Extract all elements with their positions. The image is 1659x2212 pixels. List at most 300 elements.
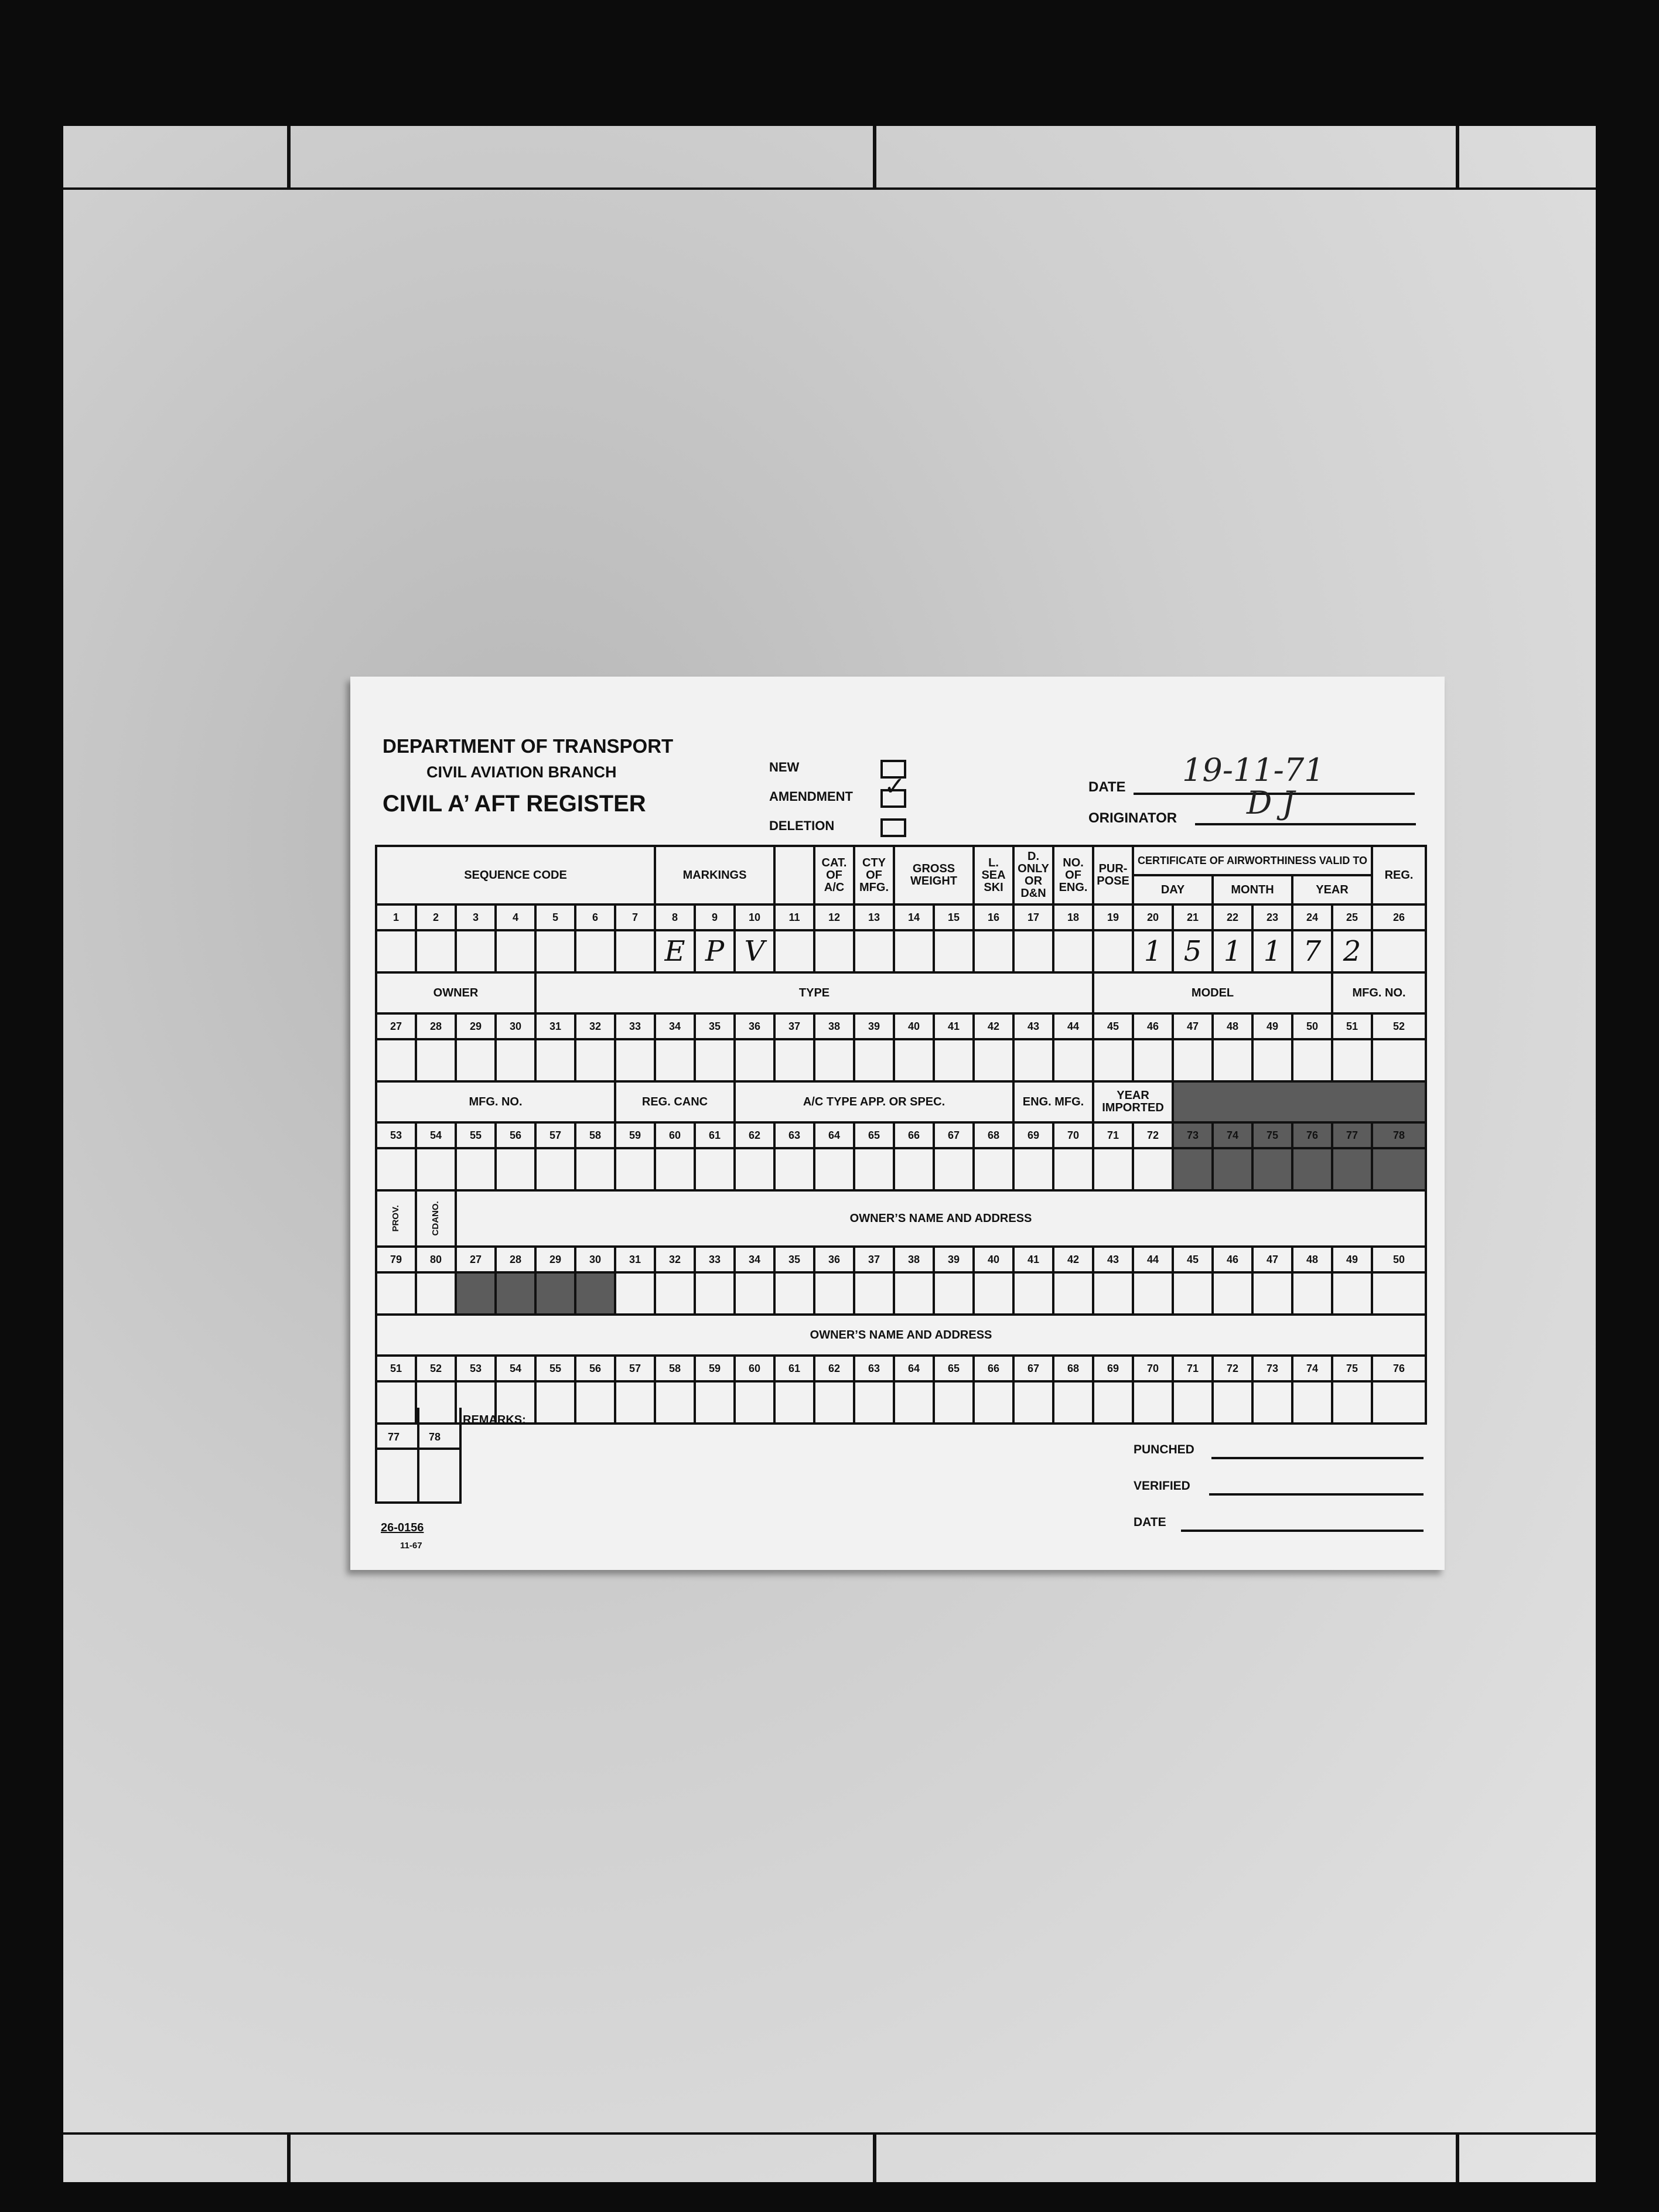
entry-cell[interactable] [1173, 1272, 1213, 1315]
entry-cell[interactable] [854, 1148, 894, 1190]
entry-cell[interactable] [974, 1381, 1013, 1424]
entry-cell[interactable] [695, 1381, 735, 1424]
entry-cell[interactable] [1093, 930, 1133, 972]
entry-cell[interactable] [854, 1272, 894, 1315]
column-number: 72 [1213, 1356, 1252, 1381]
entry-cell[interactable] [535, 1272, 575, 1315]
form-date: 11-67 [400, 1541, 422, 1551]
column-number: 8 [655, 904, 695, 930]
entry-cell[interactable] [934, 1039, 974, 1081]
column-number: 37 [854, 1247, 894, 1272]
lsea-header: L. SEA SKI [974, 846, 1013, 904]
column-number: 71 [1173, 1356, 1213, 1381]
column-number: 32 [655, 1247, 695, 1272]
column-number: 61 [774, 1356, 814, 1381]
column-number: 44 [1053, 1013, 1093, 1039]
noeng-header: NO. OF ENG. [1053, 846, 1093, 904]
column-number: 51 [1332, 1013, 1372, 1039]
column-number: 69 [1013, 1122, 1053, 1148]
entry-cell[interactable] [695, 1272, 735, 1315]
column-number: 15 [934, 904, 974, 930]
column-number: 31 [615, 1247, 655, 1272]
column-number: 5 [535, 904, 575, 930]
entry-cell[interactable] [814, 1148, 854, 1190]
punched-line [1211, 1439, 1424, 1459]
certificate-title: CERTIFICATE OF AIRWORTHINESS VALID TO [1134, 847, 1371, 876]
entry-cell[interactable] [1213, 1381, 1252, 1424]
cty-header: CTY OF MFG. [854, 846, 894, 904]
bottom-frame-strip [63, 2132, 1596, 2184]
entry-cell[interactable] [1252, 1272, 1292, 1315]
column-number: 21 [1173, 904, 1213, 930]
type-header: TYPE [535, 972, 1093, 1013]
entry-cell[interactable] [1292, 1148, 1332, 1190]
column-number: 43 [1013, 1013, 1053, 1039]
entry-cell[interactable] [814, 1039, 854, 1081]
entry-cell[interactable] [655, 1039, 695, 1081]
entry-cell[interactable] [575, 1272, 615, 1315]
entry-cell[interactable] [774, 1381, 814, 1424]
entry-cell[interactable] [1372, 1272, 1426, 1315]
entry-cell[interactable] [814, 1381, 854, 1424]
column-number: 47 [1252, 1247, 1292, 1272]
entry-cell[interactable] [934, 1272, 974, 1315]
entry-cell[interactable] [1372, 1381, 1426, 1424]
entry-cell[interactable] [894, 1381, 934, 1424]
form-number: 26-0156 [381, 1521, 424, 1534]
entry-cell[interactable] [535, 930, 575, 972]
entry-cell[interactable] [1292, 1381, 1332, 1424]
new-label: NEW [769, 760, 800, 774]
column-number: 27 [456, 1247, 496, 1272]
entry-cell[interactable] [1372, 1039, 1426, 1081]
entry-cell[interactable] [1053, 1148, 1093, 1190]
entry-cell[interactable] [1213, 1039, 1252, 1081]
column-number: 55 [535, 1356, 575, 1381]
frame-divider [873, 2132, 876, 2182]
column-number: 33 [695, 1247, 735, 1272]
entry-cell[interactable] [1252, 1148, 1292, 1190]
owner-header: OWNER [376, 972, 535, 1013]
entry-cell[interactable] [1332, 1039, 1372, 1081]
entry-cell[interactable] [735, 1272, 774, 1315]
entry-cell[interactable] [974, 930, 1013, 972]
year-imported-header: YEAR IMPORTED [1093, 1081, 1173, 1122]
entry-cell[interactable] [1372, 930, 1426, 972]
entry-cell[interactable] [1093, 1381, 1133, 1424]
entry-cell[interactable] [1213, 1272, 1252, 1315]
entry-cell[interactable] [416, 1148, 456, 1190]
entry-cell[interactable] [376, 1148, 416, 1190]
column-number: 9 [695, 904, 735, 930]
column-number: 73 [1173, 1122, 1213, 1148]
column-number: 49 [1332, 1247, 1372, 1272]
entry-cell[interactable] [735, 1039, 774, 1081]
entry-cell[interactable] [655, 1272, 695, 1315]
entry-cell[interactable] [695, 1148, 735, 1190]
entry-cell[interactable] [1252, 1039, 1292, 1081]
entry-cell[interactable] [1372, 1148, 1426, 1190]
column-number: 28 [416, 1013, 456, 1039]
entry-cell[interactable] [1013, 1381, 1053, 1424]
entry-cell[interactable] [1013, 1272, 1053, 1315]
column-number: 66 [894, 1122, 934, 1148]
entry-cell[interactable] [1292, 1272, 1332, 1315]
entry-cell[interactable] [1093, 1272, 1133, 1315]
entry-cell[interactable] [1332, 1381, 1372, 1424]
column-number: 70 [1053, 1122, 1093, 1148]
column-number: 45 [1173, 1247, 1213, 1272]
register-grid [375, 845, 1427, 1425]
date-value: 19-11-71 [1182, 752, 1325, 788]
column-number: 54 [496, 1356, 535, 1381]
column-number: 64 [894, 1356, 934, 1381]
column-number: 68 [974, 1122, 1013, 1148]
column-number: 24 [1292, 904, 1332, 930]
model-header: MODEL [1093, 972, 1332, 1013]
donly-header: D. ONLY OR D&N [1013, 846, 1053, 904]
column-number: 44 [1133, 1247, 1173, 1272]
entry-cell[interactable]: 1 [1252, 930, 1292, 972]
blank-header [774, 846, 814, 904]
branch-title: CIVIL AVIATION BRANCH [426, 763, 617, 781]
shaded-block [1173, 1081, 1426, 1122]
register-title: CIVIL A’ AFT REGISTER [383, 791, 646, 817]
column-number: 18 [1053, 904, 1093, 930]
column-number: 49 [1252, 1013, 1292, 1039]
entry-cell[interactable] [456, 1272, 496, 1315]
column-number: 16 [974, 904, 1013, 930]
cell-78: 78 [429, 1431, 441, 1443]
column-number: 12 [814, 904, 854, 930]
column-number: 57 [615, 1356, 655, 1381]
column-number: 52 [1372, 1013, 1426, 1039]
column-number: 36 [735, 1013, 774, 1039]
column-number: 63 [854, 1356, 894, 1381]
column-number: 38 [894, 1247, 934, 1272]
entry-cell[interactable] [814, 1272, 854, 1315]
originator-line [1195, 794, 1416, 825]
entry-cell[interactable] [496, 1039, 535, 1081]
entry-cell[interactable] [575, 1381, 615, 1424]
column-number: 67 [1013, 1356, 1053, 1381]
column-number: 61 [695, 1122, 735, 1148]
column-number: 77 [1332, 1122, 1372, 1148]
column-number: 30 [575, 1247, 615, 1272]
frame-divider [873, 126, 876, 187]
entry-cell[interactable] [575, 930, 615, 972]
entry-cell[interactable] [974, 1039, 1013, 1081]
entry-cell[interactable] [575, 1039, 615, 1081]
entry-cell[interactable] [615, 930, 655, 972]
column-number: 47 [1173, 1013, 1213, 1039]
entry-cell[interactable] [934, 930, 974, 972]
frame-divider [1456, 126, 1459, 187]
purpose-header: PUR- POSE [1093, 846, 1133, 904]
column-number: 28 [496, 1247, 535, 1272]
entry-cell[interactable]: 1 [1133, 930, 1173, 972]
column-number: 52 [416, 1356, 456, 1381]
column-number: 4 [496, 904, 535, 930]
column-number: 34 [655, 1013, 695, 1039]
column-number: 1 [376, 904, 416, 930]
entry-cell[interactable] [774, 1148, 814, 1190]
column-number: 78 [1372, 1122, 1426, 1148]
column-number: 40 [974, 1247, 1013, 1272]
gross-weight-header: GROSS WEIGHT [894, 846, 974, 904]
entry-cell[interactable] [416, 930, 456, 972]
entry-cell[interactable] [854, 1039, 894, 1081]
column-number: 79 [376, 1247, 416, 1272]
entry-cell[interactable] [615, 1039, 655, 1081]
entry-cell[interactable] [1252, 1381, 1292, 1424]
certificate-header [1133, 846, 1372, 904]
verified-label: VERIFIED [1134, 1479, 1190, 1493]
column-number: 45 [1093, 1013, 1133, 1039]
entry-cell[interactable] [496, 1148, 535, 1190]
column-number: 27 [376, 1013, 416, 1039]
top-frame-strip [63, 126, 1596, 190]
column-number: 31 [535, 1013, 575, 1039]
column-number: 70 [1133, 1356, 1173, 1381]
entry-cell[interactable] [1013, 1039, 1053, 1081]
column-number: 51 [376, 1356, 416, 1381]
punched-label: PUNCHED [1134, 1443, 1194, 1456]
entry-cell[interactable] [615, 1381, 655, 1424]
column-number: 32 [575, 1013, 615, 1039]
frame-divider [287, 2132, 291, 2182]
entry-cell[interactable] [496, 1272, 535, 1315]
entry-cell[interactable] [1173, 1148, 1213, 1190]
entry-cell[interactable] [695, 1039, 735, 1081]
cell-77: 77 [388, 1431, 400, 1443]
entry-cell[interactable] [974, 1148, 1013, 1190]
entry-cell[interactable] [1093, 1039, 1133, 1081]
entry-cell[interactable] [376, 1039, 416, 1081]
entry-cell[interactable] [1332, 1148, 1372, 1190]
column-number: 58 [655, 1356, 695, 1381]
deletion-checkbox[interactable] [880, 818, 906, 837]
entry-cell[interactable] [735, 1381, 774, 1424]
entry-cell[interactable] [376, 930, 416, 972]
column-number: 69 [1093, 1356, 1133, 1381]
column-number: 80 [416, 1247, 456, 1272]
column-number: 46 [1133, 1013, 1173, 1039]
column-number: 65 [934, 1356, 974, 1381]
column-number: 10 [735, 904, 774, 930]
entry-cell[interactable] [1133, 1272, 1173, 1315]
column-number: 56 [575, 1356, 615, 1381]
column-number: 39 [854, 1013, 894, 1039]
column-number: 64 [814, 1122, 854, 1148]
entry-cell[interactable] [1213, 1148, 1252, 1190]
column-number: 50 [1372, 1247, 1426, 1272]
column-number: 75 [1252, 1122, 1292, 1148]
column-number: 39 [934, 1247, 974, 1272]
sequence-code-header: SEQUENCE CODE [376, 846, 655, 904]
column-number: 75 [1332, 1356, 1372, 1381]
entry-cell[interactable] [1013, 1148, 1053, 1190]
department-title: DEPARTMENT OF TRANSPORT [383, 735, 674, 757]
column-number: 55 [456, 1122, 496, 1148]
entry-cell[interactable]: V [735, 930, 774, 972]
entry-cell[interactable] [774, 1272, 814, 1315]
column-number: 17 [1013, 904, 1053, 930]
markings-header: MARKINGS [655, 846, 774, 904]
entry-cell[interactable] [655, 1148, 695, 1190]
column-number: 30 [496, 1013, 535, 1039]
entry-cell[interactable] [894, 930, 934, 972]
date-label-bottom: DATE [1134, 1515, 1166, 1529]
entry-cell[interactable] [1133, 1148, 1173, 1190]
column-number: 41 [934, 1013, 974, 1039]
entry-cell[interactable] [416, 1039, 456, 1081]
entry-cell[interactable] [456, 1039, 496, 1081]
entry-cell[interactable] [535, 1039, 575, 1081]
entry-cell[interactable] [774, 930, 814, 972]
entry-cell[interactable] [1053, 1039, 1093, 1081]
entry-cell[interactable] [1013, 930, 1053, 972]
entry-cell[interactable] [1173, 1381, 1213, 1424]
entry-cell[interactable] [934, 1381, 974, 1424]
column-number: 48 [1292, 1247, 1332, 1272]
entry-cell[interactable]: 1 [1213, 930, 1252, 972]
entry-cell[interactable] [535, 1148, 575, 1190]
entry-cell[interactable] [894, 1272, 934, 1315]
entry-cell[interactable]: P [695, 930, 735, 972]
entry-cell[interactable] [1292, 1039, 1332, 1081]
column-number: 56 [496, 1122, 535, 1148]
column-number: 58 [575, 1122, 615, 1148]
column-number: 42 [974, 1013, 1013, 1039]
entry-cell[interactable] [854, 930, 894, 972]
column-number: 38 [814, 1013, 854, 1039]
column-number: 59 [695, 1356, 735, 1381]
column-number: 76 [1372, 1356, 1426, 1381]
entry-cell[interactable] [535, 1381, 575, 1424]
entry-cell[interactable] [934, 1148, 974, 1190]
entry-cell[interactable] [376, 1272, 416, 1315]
column-number: 65 [854, 1122, 894, 1148]
checkmark-icon: ✓ [884, 772, 906, 801]
amendment-checkbox[interactable] [880, 772, 906, 808]
entry-cell[interactable] [1133, 1039, 1173, 1081]
owner-name-header: OWNER’S NAME AND ADDRESS [456, 1190, 1426, 1247]
year-header: YEAR [1316, 883, 1349, 896]
deletion-label: DELETION [769, 818, 835, 833]
column-number: 62 [735, 1122, 774, 1148]
entry-cell[interactable] [854, 1381, 894, 1424]
column-number: 46 [1213, 1247, 1252, 1272]
entry-cell[interactable] [894, 1039, 934, 1081]
column-number: 40 [894, 1013, 934, 1039]
entry-cell[interactable] [1053, 1272, 1093, 1315]
mfgno-header-2: MFG. NO. [376, 1081, 615, 1122]
column-number: 6 [575, 904, 615, 930]
entry-cell[interactable] [1093, 1148, 1133, 1190]
column-number: 34 [735, 1247, 774, 1272]
column-number: 66 [974, 1356, 1013, 1381]
reg-header: REG. [1372, 846, 1426, 904]
entry-cell[interactable] [774, 1039, 814, 1081]
entry-cell[interactable] [615, 1272, 655, 1315]
column-number: 42 [1053, 1247, 1093, 1272]
column-number: 53 [376, 1122, 416, 1148]
column-number: 11 [774, 904, 814, 930]
column-number: 53 [456, 1356, 496, 1381]
entry-cell[interactable] [496, 930, 535, 972]
day-header: DAY [1134, 876, 1214, 903]
entry-cell[interactable] [615, 1148, 655, 1190]
column-number: 7 [615, 904, 655, 930]
column-number: 20 [1133, 904, 1173, 930]
entry-cell[interactable] [416, 1272, 456, 1315]
register-card [350, 677, 1445, 1570]
entry-cell[interactable] [575, 1148, 615, 1190]
date-label: DATE [1088, 779, 1126, 795]
entry-cell[interactable] [1173, 1039, 1213, 1081]
entry-cell[interactable] [814, 930, 854, 972]
frame-divider [287, 126, 291, 187]
entry-cell[interactable]: E [655, 930, 695, 972]
entry-cell[interactable] [735, 1148, 774, 1190]
remarks-cells [375, 1408, 462, 1504]
mfgno-header: MFG. NO. [1332, 972, 1426, 1013]
column-number: 14 [894, 904, 934, 930]
entry-cell[interactable] [1133, 1381, 1173, 1424]
entry-cell[interactable]: 7 [1292, 930, 1332, 972]
column-number: 60 [655, 1122, 695, 1148]
column-number: 63 [774, 1122, 814, 1148]
column-number: 74 [1213, 1122, 1252, 1148]
column-number: 3 [456, 904, 496, 930]
column-number: 54 [416, 1122, 456, 1148]
reg-canc-header: REG. CANC [615, 1081, 735, 1122]
column-number: 25 [1332, 904, 1372, 930]
entry-cell[interactable] [1053, 1381, 1093, 1424]
amendment-label: AMENDMENT [769, 789, 853, 804]
verified-line [1209, 1476, 1424, 1496]
column-number: 71 [1093, 1122, 1133, 1148]
entry-cell[interactable] [456, 1148, 496, 1190]
date-line-bottom [1181, 1512, 1424, 1532]
entry-cell[interactable] [974, 1272, 1013, 1315]
cat-header: CAT. OF A/C [814, 846, 854, 904]
month-header: MONTH [1214, 876, 1293, 903]
entry-cell[interactable] [894, 1148, 934, 1190]
remarks-label: REMARKS: [463, 1414, 526, 1426]
column-number: 19 [1093, 904, 1133, 930]
column-number: 50 [1292, 1013, 1332, 1039]
column-number: 68 [1053, 1356, 1093, 1381]
column-number: 29 [535, 1247, 575, 1272]
column-number: 72 [1133, 1122, 1173, 1148]
entry-cell[interactable]: 2 [1332, 930, 1372, 972]
column-number: 37 [774, 1013, 814, 1039]
entry-cell[interactable] [1053, 930, 1093, 972]
column-number: 41 [1013, 1247, 1053, 1272]
column-number: 60 [735, 1356, 774, 1381]
column-number: 13 [854, 904, 894, 930]
column-number: 73 [1252, 1356, 1292, 1381]
entry-cell[interactable]: 5 [1173, 930, 1213, 972]
entry-cell[interactable] [456, 930, 496, 972]
entry-cell[interactable] [1332, 1272, 1372, 1315]
column-number: 57 [535, 1122, 575, 1148]
entry-cell[interactable] [655, 1381, 695, 1424]
column-number: 23 [1252, 904, 1292, 930]
column-number: 2 [416, 904, 456, 930]
